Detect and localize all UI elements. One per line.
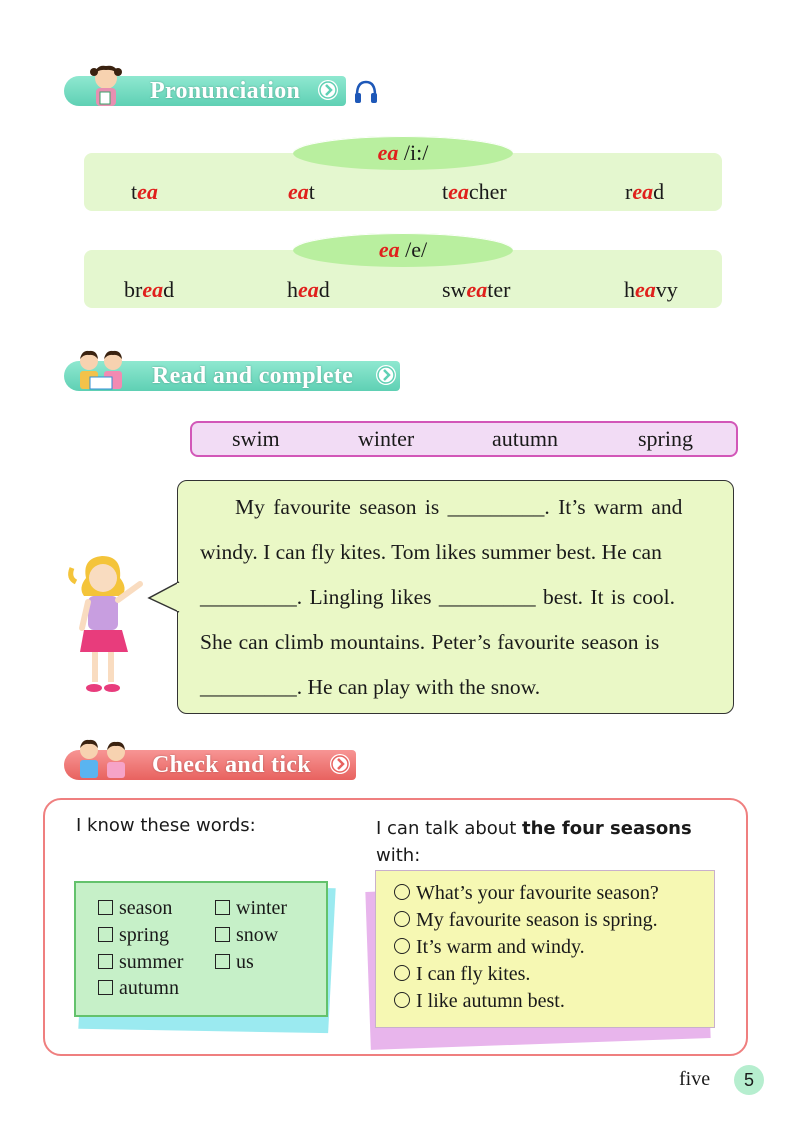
- page-word: five: [679, 1068, 711, 1090]
- word-part: h: [287, 277, 298, 302]
- chevron-right-icon: [330, 754, 350, 774]
- word-teacher: [442, 179, 507, 205]
- word-highlight: ea: [142, 277, 164, 302]
- radio-circle-icon[interactable]: [394, 884, 410, 900]
- word-label: spring: [119, 924, 169, 946]
- word-head: [287, 277, 330, 303]
- radio-circle-icon[interactable]: [394, 965, 410, 981]
- word-checkbox[interactable]: [98, 977, 179, 1000]
- radio-circle-icon[interactable]: [394, 992, 410, 1008]
- pronunciation-title: Pronunciation: [150, 78, 301, 104]
- girl-illustration: [64, 548, 154, 698]
- word-checkbox[interactable]: [215, 924, 278, 947]
- word-part: t: [131, 179, 138, 204]
- known-words-heading: I know these words:: [76, 815, 256, 836]
- word-bank-item: autumn: [492, 426, 558, 451]
- sentence-label: What’s your favourite season?: [416, 882, 659, 904]
- word-part: h: [624, 277, 635, 302]
- bubble-tail: [147, 580, 181, 616]
- word-highlight: ea: [632, 179, 654, 204]
- spelling-label: ea: [378, 237, 400, 262]
- word-highlight: ea: [466, 277, 488, 302]
- sentence-label: I can fly kites.: [416, 963, 531, 985]
- passage-line: windy. I can fly kites. Tom likes summer best. He can: [200, 540, 662, 564]
- word-part: r: [625, 179, 633, 204]
- checkbox-icon[interactable]: [215, 954, 230, 969]
- word-label: autumn: [119, 977, 179, 999]
- word-checkbox[interactable]: [98, 951, 183, 974]
- phonetic-label: /e/: [399, 237, 428, 262]
- two-kids-waving-icon: [74, 738, 134, 784]
- sentence-option[interactable]: [394, 909, 658, 932]
- word-part: br: [124, 277, 143, 302]
- checkbox-icon[interactable]: [98, 954, 113, 969]
- word-part: sw: [442, 277, 467, 302]
- word-part: ter: [487, 277, 511, 302]
- word-highlight: ea: [448, 179, 469, 204]
- passage-line: _________. He can play with the snow.: [200, 675, 541, 699]
- talk-about-heading: [376, 815, 692, 869]
- word-bank-item: spring: [638, 426, 693, 451]
- sentence-option[interactable]: [394, 963, 530, 986]
- passage-line: My favourite season is _________. It’s warm and: [235, 495, 683, 519]
- sentence-label: It’s warm and windy.: [416, 936, 585, 958]
- page-number: 5: [734, 1065, 764, 1095]
- word-part: d: [163, 277, 175, 302]
- word-label: winter: [236, 897, 288, 919]
- radio-circle-icon[interactable]: [394, 911, 410, 927]
- checkbox-icon[interactable]: [98, 927, 113, 942]
- word-label: season: [119, 897, 173, 919]
- word-read: [625, 179, 664, 205]
- sentence-label: My favourite season is spring.: [416, 909, 658, 931]
- checkbox-icon[interactable]: [215, 900, 230, 915]
- word-label: snow: [236, 924, 279, 946]
- phonetic-label: /i:/: [398, 140, 429, 165]
- word-part: t: [442, 179, 449, 204]
- word-highlight: ea: [288, 179, 309, 204]
- word-bank: [190, 421, 738, 457]
- chevron-right-icon: [376, 365, 396, 385]
- headphones-icon: [353, 79, 379, 105]
- sentence-option[interactable]: [394, 936, 585, 959]
- word-highlight: ea: [137, 179, 158, 204]
- word-eat: [288, 179, 315, 205]
- word-bread: [124, 277, 174, 303]
- word-label: summer: [119, 951, 184, 973]
- sound-label-1: [293, 136, 513, 170]
- spelling-label: ea: [377, 140, 399, 165]
- word-checkbox[interactable]: [98, 897, 172, 920]
- word-bank-item: winter: [358, 426, 415, 451]
- sentence-option[interactable]: [394, 882, 659, 905]
- chevron-right-icon: [318, 80, 338, 100]
- sentence-label: I like autumn best.: [416, 990, 565, 1012]
- word-part: d: [653, 179, 665, 204]
- word-highlight: ea: [298, 277, 319, 302]
- word-part: cher: [468, 179, 507, 204]
- word-part: vy: [655, 277, 678, 302]
- word-part: d: [318, 277, 330, 302]
- checkbox-icon[interactable]: [98, 900, 113, 915]
- talk-about-with: with:: [376, 845, 421, 866]
- radio-circle-icon[interactable]: [394, 938, 410, 954]
- two-kids-reading-icon: [74, 349, 130, 395]
- word-tea: [131, 179, 158, 205]
- word-checkbox[interactable]: [215, 897, 287, 920]
- word-label: us: [236, 951, 254, 973]
- word-bank-item: swim: [232, 426, 280, 451]
- word-part: t: [308, 179, 315, 204]
- passage-line: _________. Lingling likes _________ best. It is cool.: [200, 585, 676, 609]
- word-heavy: [624, 277, 678, 303]
- word-highlight: ea: [635, 277, 656, 302]
- word-checkbox[interactable]: [215, 951, 254, 974]
- checkbox-icon[interactable]: [215, 927, 230, 942]
- sound-label-2: [293, 233, 513, 267]
- word-sweater: [442, 277, 510, 303]
- check-tick-title: Check and tick: [152, 752, 311, 778]
- sentence-option[interactable]: [394, 990, 565, 1013]
- passage-line: She can climb mountains. Peter’s favourite season is: [200, 630, 660, 654]
- checkbox-icon[interactable]: [98, 980, 113, 995]
- girl-with-book-icon: [82, 64, 132, 110]
- talk-about-text: I can talk about: [376, 818, 522, 839]
- word-checkbox[interactable]: [98, 924, 169, 947]
- read-complete-title: Read and complete: [152, 363, 354, 389]
- talk-about-topic: the four seasons: [521, 818, 692, 839]
